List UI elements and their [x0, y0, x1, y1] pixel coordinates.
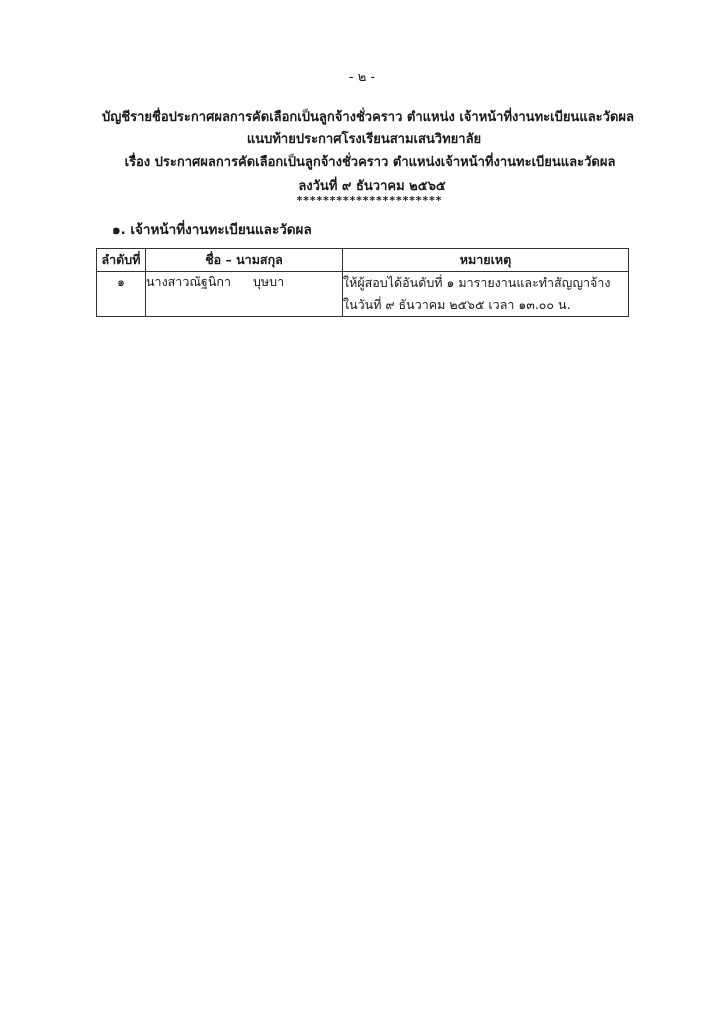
- results-table: [96, 248, 629, 317]
- row-name-cell: [146, 272, 343, 317]
- table-header-row: [97, 249, 629, 272]
- column-header-note: หมายเหตุ: [343, 249, 629, 272]
- last-name: บุษบา: [252, 274, 285, 289]
- column-header-name: ชื่อ – นามสกุล: [146, 249, 343, 272]
- section-title: ๑. เจ้าหน้าที่งานทะเบียนและวัดผล: [112, 222, 312, 238]
- document-date-line: ลงวันที่ ๙ ธันวาคม ๒๕๖๕: [298, 179, 446, 194]
- document-title-line-2: แนบท้ายประกาศโรงเรียนสามเสนวิทยาลัย: [246, 132, 482, 147]
- table-row: [97, 272, 629, 317]
- note-line-2: ในวันที่ ๙ ธันวาคม ๒๕๖๕ เวลา ๑๓.๐๐ น.: [343, 297, 571, 312]
- row-number-cell: ๑: [97, 272, 146, 317]
- document-subject-line: เรื่อง ประกาศผลการคัดเลือกเป็นลูกจ้างชั่วคราว ตำแหน่งเจ้าหน้าที่งานทะเบียนและวัดผล: [124, 155, 616, 170]
- first-name: นางสาวณัฐนิกา: [146, 274, 231, 289]
- column-header-no: ลำดับที่: [97, 249, 146, 272]
- row-note-cell: [343, 272, 629, 317]
- asterisk-divider: **********************: [296, 194, 442, 207]
- page-number: - ๒ -: [348, 70, 376, 85]
- document-title-line-1: บัญชีรายชื่อประกาศผลการคัดเลือกเป็นลูกจ้างชั่วคราว ตำแหน่ง เจ้าหน้าที่งานทะเบียนและวัดผล: [102, 110, 634, 125]
- note-line-1: ให้ผู้สอบได้อันดับที่ ๑ มารายงานและทำสัญญาจ้าง: [343, 275, 611, 290]
